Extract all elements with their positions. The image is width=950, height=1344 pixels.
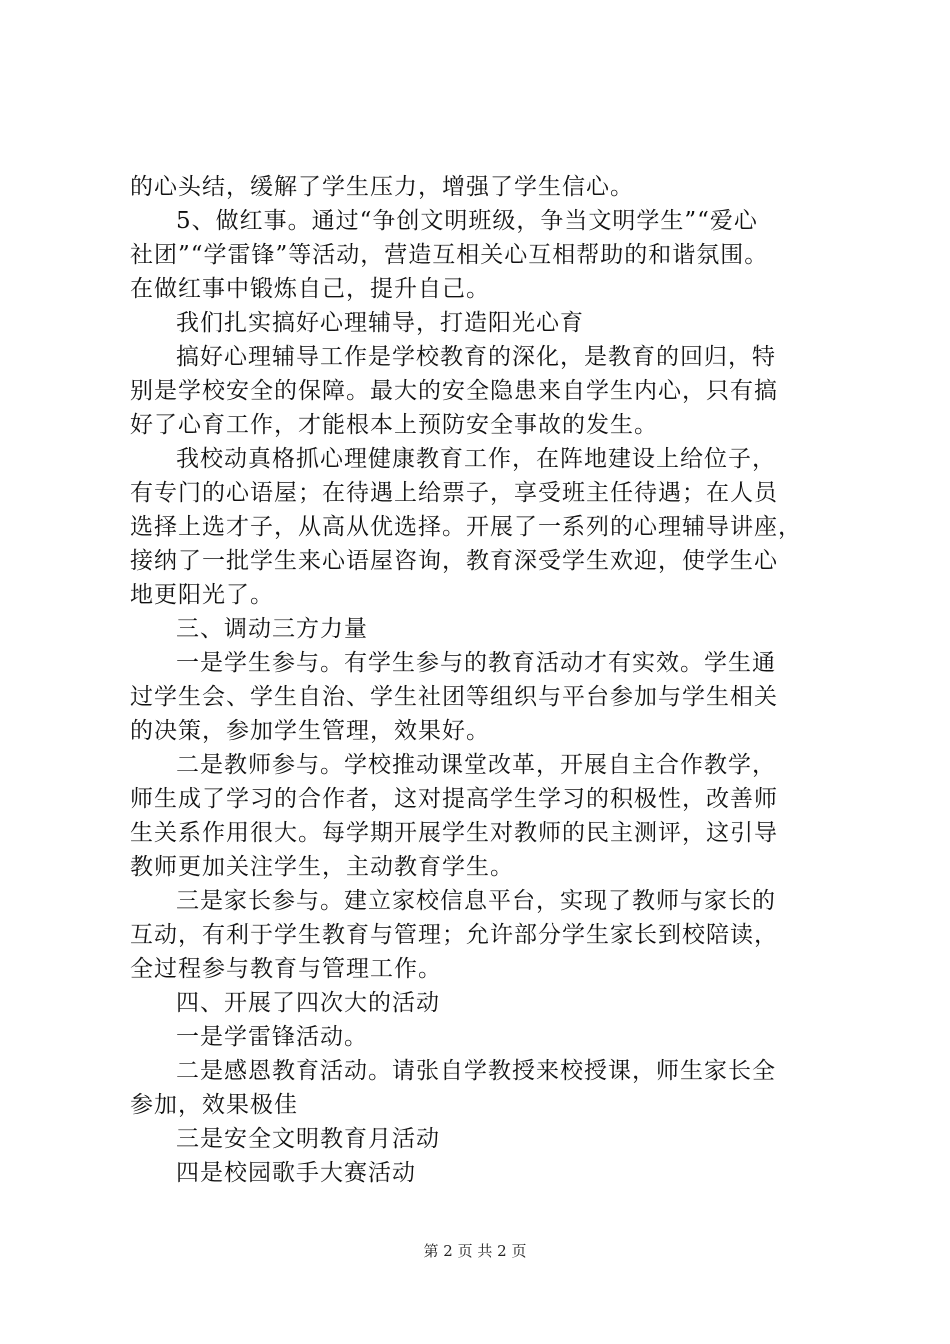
paragraph-line: 三、调动三方力量 (176, 616, 368, 642)
paragraph-line: 我们扎实搞好心理辅导，打造阳光心育 (176, 310, 584, 336)
paragraph-line: 全过程参与教育与管理工作。 (130, 956, 442, 982)
paragraph-line: 选择上选才子，从高从优选择。开展了一系列的心理辅导讲座， (130, 514, 802, 540)
page-footer: 第 2 页 共 2 页 (423, 1242, 527, 1260)
paragraph-line: 别是学校安全的保障。最大的安全隐患来自学生内心，只有搞 (130, 378, 778, 404)
paragraph-line: 一是学生参与。有学生参与的教育活动才有实效。学生通 (176, 650, 776, 676)
paragraph-line: 有专门的心语屋；在待遇上给票子，享受班主任待遇；在人员 (130, 480, 778, 506)
paragraph-line: 四是校园歌手大赛活动 (176, 1160, 416, 1186)
paragraph-line: 的心头结，缓解了学生压力，增强了学生信心。 (130, 174, 634, 200)
paragraph-line: 我校动真格抓心理健康教育工作，在阵地建设上给位子， (176, 446, 776, 472)
paragraph-line: 三是安全文明教育月活动 (176, 1126, 440, 1152)
document-body (130, 170, 850, 1190)
paragraph-line: 地更阳光了。 (130, 582, 274, 608)
paragraph-line: 二是感恩教育活动。请张自学教授来校授课，师生家长全 (176, 1058, 776, 1084)
paragraph-line: 一是学雷锋活动。 (176, 1024, 368, 1050)
paragraph-line: 四、开展了四次大的活动 (176, 990, 440, 1016)
paragraph-line: 的决策，参加学生管理，效果好。 (130, 718, 490, 744)
paragraph-line: 生关系作用很大。每学期开展学生对教师的民主测评，这引导 (130, 820, 778, 846)
paragraph-line: 二是教师参与。学校推动课堂改革，开展自主合作教学， (176, 752, 776, 778)
paragraph-line: 参加，效果极佳 (130, 1092, 298, 1118)
paragraph-line: 5、做红事。通过“争创文明班级，争当文明学生”“爱心 (176, 208, 758, 234)
paragraph-line: 接纳了一批学生来心语屋咨询，教育深受学生欢迎，使学生心 (130, 548, 778, 574)
paragraph-line: 好了心育工作，才能根本上预防安全事故的发生。 (130, 412, 658, 438)
paragraph-line: 社团”“学雷锋”等活动，营造互相关心互相帮助的和谐氛围。 (130, 242, 769, 268)
paragraph-line: 在做红事中锻炼自己，提升自己。 (130, 276, 490, 302)
paragraph-line: 搞好心理辅导工作是学校教育的深化，是教育的回归，特 (176, 344, 776, 370)
paragraph-line: 师生成了学习的合作者，这对提高学生学习的积极性，改善师 (130, 786, 778, 812)
paragraph-line: 互动，有利于学生教育与管理；允许部分学生家长到校陪读， (130, 922, 778, 948)
paragraph-line: 过学生会、学生自治、学生社团等组织与平台参加与学生相关 (130, 684, 778, 710)
paragraph-line: 三是家长参与。建立家校信息平台，实现了教师与家长的 (176, 888, 776, 914)
paragraph-line: 教师更加关注学生，主动教育学生。 (130, 854, 514, 880)
